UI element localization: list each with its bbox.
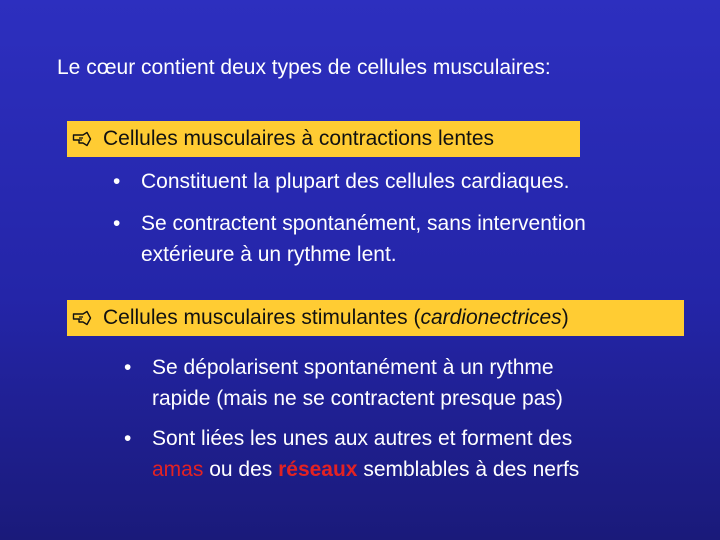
heading-italic-term: cardionectrices [420,306,562,329]
bullet-line: Sont liées les unes aux autres et forment des [152,427,573,450]
bullet-line: Constituent la plupart des cellules cardiaques. [141,170,570,193]
bullet-line: Se contractent spontanément, sans intervention [141,212,586,235]
bullet-text [141,208,586,270]
pointing-hand-icon [71,130,93,148]
bullet-line: Se dépolarisent spontanément à un rythme [152,356,554,379]
bullet-line: extérieure à un rythme lent. [141,243,397,266]
section-heading-text [103,306,569,330]
bullet-text [152,423,579,485]
section-heading-slow-cells [67,121,580,157]
intro-text: Le cœur contient deux types de cellules musculaires: [57,56,551,79]
heading-prefix: Cellules musculaires stimulantes ( [103,306,421,329]
bullet-dot: • [113,170,121,193]
bullet-line: rapide (mais ne se contractent presque pas) [152,387,563,410]
pointing-hand-icon [71,309,93,327]
bullet-dot: • [113,212,121,235]
emphasis-amas: amas [152,458,204,481]
emphasis-reseaux: réseaux [278,458,358,481]
bullet-dot: • [124,427,132,450]
section-heading-stimulating-cells [67,300,684,336]
bullet-text [152,352,563,414]
bullet-dot: • [124,356,132,379]
bullet-text [141,166,569,197]
bullet-fragment: semblables à des nerfs [357,458,580,481]
heading-suffix: ) [561,306,569,329]
section-heading-text: Cellules musculaires à contractions lentes [103,127,495,150]
bullet-line [152,454,579,485]
bullet-fragment: ou des [203,458,279,481]
